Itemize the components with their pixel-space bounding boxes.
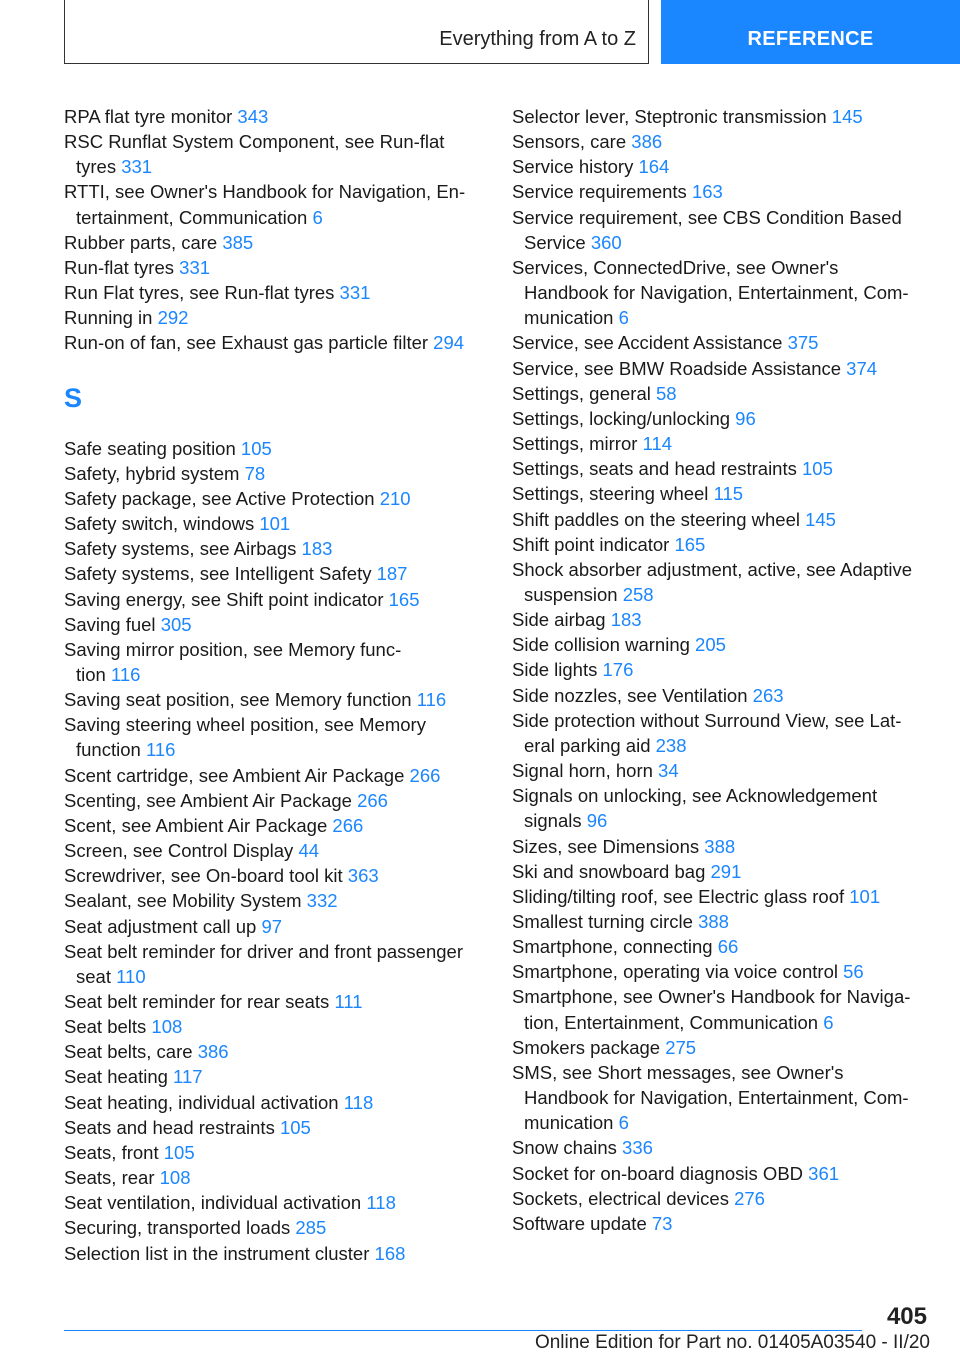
index-entry-text: tion, Entertainment, Communication — [524, 1011, 824, 1033]
index-entry — [512, 934, 932, 959]
page-reference-link[interactable]: 292 — [157, 307, 189, 329]
page-reference-link[interactable]: 388 — [704, 835, 736, 857]
index-entry-text: Smartphone, operating via voice control — [512, 961, 844, 983]
page-reference-link[interactable]: 96 — [735, 407, 756, 429]
index-entry — [512, 1035, 932, 1060]
index-entry — [512, 683, 932, 708]
page-reference-link[interactable]: 331 — [179, 256, 211, 278]
index-entry-text: Sockets, electrical devices — [512, 1187, 735, 1209]
index-entry — [512, 507, 932, 532]
page-reference-link[interactable]: 6 — [312, 206, 323, 228]
index-entry-text: Securing, transported loads — [64, 1217, 296, 1239]
page-reference-link[interactable]: 263 — [752, 684, 784, 706]
page-reference-link[interactable]: 183 — [610, 609, 642, 631]
page-reference-link[interactable]: 165 — [388, 588, 420, 610]
page-reference-link[interactable]: 116 — [145, 739, 176, 761]
index-entry-text: RSC Runflat System Component, see Run-flat — [64, 131, 445, 153]
index-entry — [64, 863, 484, 888]
index-entry-text: tyres — [76, 156, 122, 178]
page-reference-link[interactable]: 294 — [433, 332, 465, 354]
index-entry-text: Service, see BMW Roadside Assistance — [512, 357, 847, 379]
index-entry — [512, 129, 932, 154]
index-entry — [512, 456, 932, 481]
index-entry-text: Seat belt reminder for driver and front passenger — [64, 940, 463, 962]
index-entry-text: Service, see Accident Assistance — [512, 332, 788, 354]
page-reference-link[interactable]: 183 — [301, 538, 333, 560]
index-entry-text: seat — [76, 965, 117, 987]
index-entry-text: Signal horn, horn — [512, 760, 659, 782]
index-entry-text: Side collision warning — [512, 634, 696, 656]
chapter-title: REFERENCE — [747, 28, 874, 50]
index-entry — [512, 959, 932, 984]
index-entry-text: Rubber parts, care — [64, 231, 223, 253]
index-entry-text: Smartphone, connecting — [512, 936, 718, 958]
index-entry — [64, 255, 484, 280]
index-entry-text: Scent, see Ambient Air Package — [64, 814, 333, 836]
index-entry-text: Seat belt reminder for rear seats — [64, 991, 335, 1012]
index-entry-text: Safety switch, windows — [64, 513, 260, 535]
page-reference-link[interactable]: 105 — [802, 458, 833, 480]
index-entry-text: Handbook for Navigation, Entertainment, Com- — [524, 1087, 909, 1109]
index-entry-text: Selection list in the instrument cluster — [64, 1242, 375, 1264]
page-reference-link[interactable]: 187 — [376, 563, 408, 585]
index-entry-text: suspension — [524, 583, 623, 605]
page-reference-link[interactable]: 6 — [618, 307, 629, 329]
index-entry — [64, 330, 484, 355]
index-entry-text: Smallest turning circle — [512, 911, 699, 932]
index-entry — [512, 834, 932, 859]
index-entry — [64, 1039, 484, 1064]
index-entry — [512, 255, 932, 330]
page-reference-link[interactable]: 336 — [622, 1137, 653, 1159]
index-column-right — [512, 104, 932, 1236]
index-entry-text: munication — [524, 307, 619, 329]
page-reference-link[interactable]: 361 — [808, 1162, 840, 1184]
index-entry-text: Snow chains — [512, 1137, 623, 1159]
index-entry — [512, 884, 932, 909]
index-entry — [64, 587, 484, 612]
page-reference-link[interactable]: 266 — [409, 764, 441, 786]
page-reference-link[interactable]: 6 — [618, 1112, 629, 1134]
index-entry — [64, 104, 484, 129]
index-entry — [64, 888, 484, 913]
index-entry-text: eral parking aid — [524, 734, 656, 756]
page-reference-link[interactable]: 385 — [222, 231, 254, 253]
index-entry — [64, 637, 484, 687]
page-reference-link[interactable]: 101 — [259, 513, 291, 535]
page-reference-link[interactable]: 360 — [590, 231, 622, 253]
page-reference-link[interactable]: 78 — [244, 462, 266, 484]
index-entry — [64, 1115, 484, 1140]
page-reference-link[interactable]: 108 — [151, 1016, 183, 1038]
page-reference-link[interactable]: 205 — [695, 634, 726, 656]
index-entry-text: Selector lever, Steptronic transmission — [512, 106, 832, 127]
page-reference-link[interactable]: 115 — [713, 483, 744, 505]
page-reference-link[interactable]: 176 — [602, 659, 634, 681]
edition-note: Online Edition for Part no. 01405A03540 - II/20 — [534, 1332, 930, 1353]
index-entry — [64, 1241, 484, 1266]
index-entry-text: Ski and snowboard bag — [512, 860, 711, 882]
index-entry-text: Safety systems, see Intelligent Safety — [64, 563, 377, 585]
index-entry-text: Service requirements — [512, 181, 692, 203]
index-entry-text: Safety, hybrid system — [64, 462, 245, 484]
index-entry — [512, 758, 932, 783]
index-entry-text: Shift paddles on the steering wheel — [512, 508, 806, 530]
index-entry-text: Saving energy, see Shift point indicator — [64, 588, 389, 610]
index-entry — [64, 179, 484, 229]
page-reference-link[interactable]: 276 — [734, 1187, 765, 1209]
index-entry-text: Seat adjustment call up — [64, 915, 262, 937]
index-entry-text: Smartphone, see Owner's Handbook for Naviga- — [512, 986, 911, 1008]
page-reference-link[interactable]: 66 — [717, 936, 739, 958]
page-reference-link[interactable]: 305 — [160, 613, 192, 635]
index-entry — [64, 461, 484, 486]
index-entry — [64, 763, 484, 788]
index-entry-text: munication — [524, 1112, 619, 1134]
index-entry — [64, 914, 484, 939]
index-entry-text: Saving fuel — [64, 613, 161, 635]
page-reference-link[interactable]: 275 — [665, 1036, 697, 1058]
index-entry — [512, 1161, 932, 1186]
chapter-tab — [661, 0, 960, 64]
index-entry — [64, 305, 484, 330]
index-entry-text: tertainment, Communication — [76, 206, 313, 228]
page-reference-link[interactable]: 145 — [805, 508, 836, 530]
index-entry — [512, 1211, 932, 1236]
page-reference-link[interactable]: 374 — [846, 357, 878, 379]
index-entry-text: Side protection without Surround View, see Lat- — [512, 709, 902, 731]
index-entry-text: Scenting, see Ambient Air Package — [64, 789, 358, 811]
page-reference-link[interactable]: 331 — [121, 156, 153, 178]
index-entry-text: Settings, locking/unlocking — [512, 407, 736, 429]
index-entry — [64, 1190, 484, 1215]
page-reference-link[interactable]: 118 — [366, 1192, 396, 1214]
page-header — [0, 0, 960, 66]
page-reference-link[interactable]: 375 — [787, 332, 819, 354]
page-reference-link[interactable]: 388 — [698, 911, 729, 932]
page-reference-link[interactable]: 105 — [279, 1116, 311, 1138]
page-reference-link[interactable]: 58 — [655, 382, 677, 404]
page-reference-link[interactable]: 114 — [642, 433, 673, 455]
index-entry-text: Safe seating position — [64, 437, 241, 459]
index-entry — [64, 838, 484, 863]
index-entry — [512, 1135, 932, 1160]
index-entry — [64, 612, 484, 637]
page-reference-link[interactable]: 108 — [159, 1167, 191, 1189]
index-entry — [64, 280, 484, 305]
index-entry — [64, 687, 484, 712]
index-entry-text: Run Flat tyres, see Run-flat tyres — [64, 282, 340, 304]
index-entry — [64, 1165, 484, 1190]
page-reference-link[interactable]: 386 — [631, 131, 663, 153]
index-entry — [512, 909, 932, 934]
index-entry-text: function — [76, 739, 146, 761]
index-entry-text: Seat ventilation, individual activation — [64, 1192, 367, 1214]
page-reference-link[interactable]: 331 — [339, 282, 371, 304]
index-entry — [512, 104, 932, 129]
index-entry-text: Sealant, see Mobility System — [64, 890, 307, 912]
page-reference-link[interactable]: 6 — [823, 1011, 834, 1033]
index-entry-text: Side lights — [512, 659, 603, 681]
index-entry-text: Smokers package — [512, 1036, 666, 1058]
index-entry — [64, 939, 484, 989]
index-entry-text: Settings, mirror — [512, 433, 643, 455]
index-entry-text: Running in — [64, 307, 158, 329]
index-entry — [64, 1140, 484, 1165]
index-entry — [512, 205, 932, 255]
index-entry-text: Safety package, see Active Protection — [64, 487, 380, 509]
index-entry-text: tion — [76, 663, 111, 685]
section-title: Everything from A to Z — [439, 28, 636, 50]
index-entry-text: Run-flat tyres — [64, 256, 180, 278]
page-reference-link[interactable]: 258 — [622, 583, 654, 605]
index-column-left — [64, 104, 484, 1266]
index-entry — [64, 1064, 484, 1089]
index-entry — [512, 356, 932, 381]
index-entry-text: Seat belts — [64, 1016, 152, 1038]
index-entry-text: Scent cartridge, see Ambient Air Package — [64, 764, 410, 786]
index-entry — [512, 657, 932, 682]
index-entry-text: Side airbag — [512, 609, 611, 631]
page-reference-link[interactable]: 111 — [334, 991, 363, 1012]
index-entry — [64, 561, 484, 586]
index-entry — [512, 859, 932, 884]
index-entry — [64, 511, 484, 536]
page-reference-link[interactable]: 96 — [586, 810, 608, 832]
index-entry-text: RPA flat tyre monitor — [64, 106, 238, 127]
index-entry — [512, 406, 932, 431]
index-entry — [512, 984, 932, 1034]
index-entry-text: Sizes, see Dimensions — [512, 835, 705, 857]
page-reference-link[interactable]: 291 — [710, 860, 742, 882]
index-entry — [512, 557, 932, 607]
index-entry-text: Settings, steering wheel — [512, 483, 714, 505]
index-entry — [64, 788, 484, 813]
index-entry — [64, 1215, 484, 1240]
page-reference-link[interactable]: 105 — [240, 437, 272, 459]
page-reference-link[interactable]: 101 — [849, 885, 881, 907]
page-reference-link[interactable]: 165 — [674, 533, 706, 555]
page-reference-link[interactable]: 266 — [332, 814, 364, 836]
index-entry-text: Service requirement, see CBS Condition Based — [512, 206, 902, 228]
page-reference-link[interactable]: 164 — [638, 156, 670, 178]
index-entry — [512, 783, 932, 833]
index-entry-text: Service — [524, 231, 591, 253]
page-reference-link[interactable]: 110 — [116, 965, 146, 987]
index-entry — [512, 381, 932, 406]
page-reference-link[interactable]: 56 — [843, 961, 864, 983]
page-reference-link[interactable]: 145 — [831, 106, 863, 127]
index-entry — [512, 1060, 932, 1135]
index-entry-text: Saving mirror position, see Memory func- — [64, 638, 402, 660]
index-entry — [64, 536, 484, 561]
index-entry-text: Services, ConnectedDrive, see Owner's — [512, 256, 839, 278]
index-entry — [64, 129, 484, 179]
index-entry-text: signals — [524, 810, 587, 832]
index-entry — [512, 330, 932, 355]
index-entry-text: Seats, rear — [64, 1167, 160, 1189]
index-entry-text: Seats and head restraints — [64, 1116, 280, 1138]
index-entry-text: Settings, general — [512, 382, 656, 404]
index-entry-text: Saving steering wheel position, see Memory — [64, 714, 426, 736]
index-entry-text: Side nozzles, see Ventilation — [512, 684, 753, 706]
index-entry — [512, 431, 932, 456]
index-entry-text: Screwdriver, see On-board tool kit — [64, 865, 348, 887]
index-entry — [512, 1186, 932, 1211]
index-entry-text: Saving seat position, see Memory function — [64, 689, 417, 711]
index-entry — [64, 1014, 484, 1039]
page-reference-link[interactable]: 116 — [110, 663, 141, 685]
page-reference-link[interactable]: 238 — [655, 734, 687, 756]
index-entry — [512, 532, 932, 557]
index-entry — [512, 179, 932, 204]
footer-divider — [64, 1330, 862, 1331]
page-reference-link[interactable]: 386 — [197, 1041, 229, 1063]
index-letter-heading: S — [64, 382, 83, 413]
page-reference-link[interactable]: 44 — [298, 840, 320, 862]
page-reference-link[interactable]: 210 — [379, 487, 411, 509]
page-reference-link[interactable]: 332 — [306, 890, 338, 912]
index-entry-text: Seat heating, individual activation — [64, 1091, 344, 1113]
index-entry-text: Shift point indicator — [512, 533, 675, 555]
page-reference-link[interactable]: 116 — [416, 689, 447, 711]
index-entry-text: Sensors, care — [512, 131, 632, 153]
index-entry — [64, 1090, 484, 1115]
page-reference-link[interactable]: 73 — [651, 1212, 673, 1234]
page-reference-link[interactable]: 168 — [374, 1242, 406, 1264]
page-reference-link[interactable]: 97 — [261, 915, 283, 937]
page-reference-link[interactable]: 34 — [658, 760, 679, 782]
index-entry-text: Run-on of fan, see Exhaust gas particle filter — [64, 332, 434, 354]
page-reference-link[interactable]: 285 — [295, 1217, 327, 1239]
page-reference-link[interactable]: 343 — [237, 106, 269, 127]
index-entry — [512, 154, 932, 179]
index-entry-text: Safety systems, see Airbags — [64, 538, 302, 560]
page-reference-link[interactable]: 163 — [691, 181, 723, 203]
section-tab — [64, 0, 649, 64]
index-entry-text: Seat belts, care — [64, 1041, 198, 1063]
index-entry — [512, 481, 932, 506]
page-reference-link[interactable]: 105 — [163, 1141, 195, 1163]
index-entry-text: Socket for on-board diagnosis OBD — [512, 1162, 809, 1184]
index-entry — [64, 989, 484, 1014]
page-number: 405 — [886, 1303, 927, 1330]
index-entry-text: Software update — [512, 1212, 652, 1234]
index-entry — [512, 607, 932, 632]
index-entry-text: Screen, see Control Display — [64, 840, 299, 862]
index-entry-text: RTTI, see Owner's Handbook for Navigation, En- — [64, 181, 466, 203]
page-reference-link[interactable]: 118 — [343, 1091, 374, 1113]
index-entry-text: Signals on unlocking, see Acknowledgement — [512, 785, 878, 807]
index-entry — [512, 708, 932, 758]
index-entry-text: Seats, front — [64, 1141, 164, 1163]
index-entry-text: Settings, seats and head restraints — [512, 458, 803, 480]
index-entry-text: Handbook for Navigation, Entertainment, Com- — [524, 282, 909, 304]
index-entry-text: Service history — [512, 156, 639, 178]
index-entry-text: SMS, see Short messages, see Owner's — [512, 1061, 844, 1083]
page-reference-link[interactable]: 117 — [173, 1066, 203, 1088]
page-reference-link[interactable]: 363 — [347, 865, 379, 887]
index-entry — [64, 436, 484, 461]
index-entry-text: Shock absorber adjustment, active, see Adaptive — [512, 558, 913, 580]
index-entry — [64, 486, 484, 511]
index-entry — [64, 813, 484, 838]
index-entry — [512, 632, 932, 657]
index-entry — [64, 230, 484, 255]
page-reference-link[interactable]: 266 — [357, 789, 388, 811]
index-entry-text: Seat heating — [64, 1066, 174, 1088]
index-entry — [64, 712, 484, 762]
index-entry-text: Sliding/tilting roof, see Electric glass roof — [512, 885, 850, 907]
